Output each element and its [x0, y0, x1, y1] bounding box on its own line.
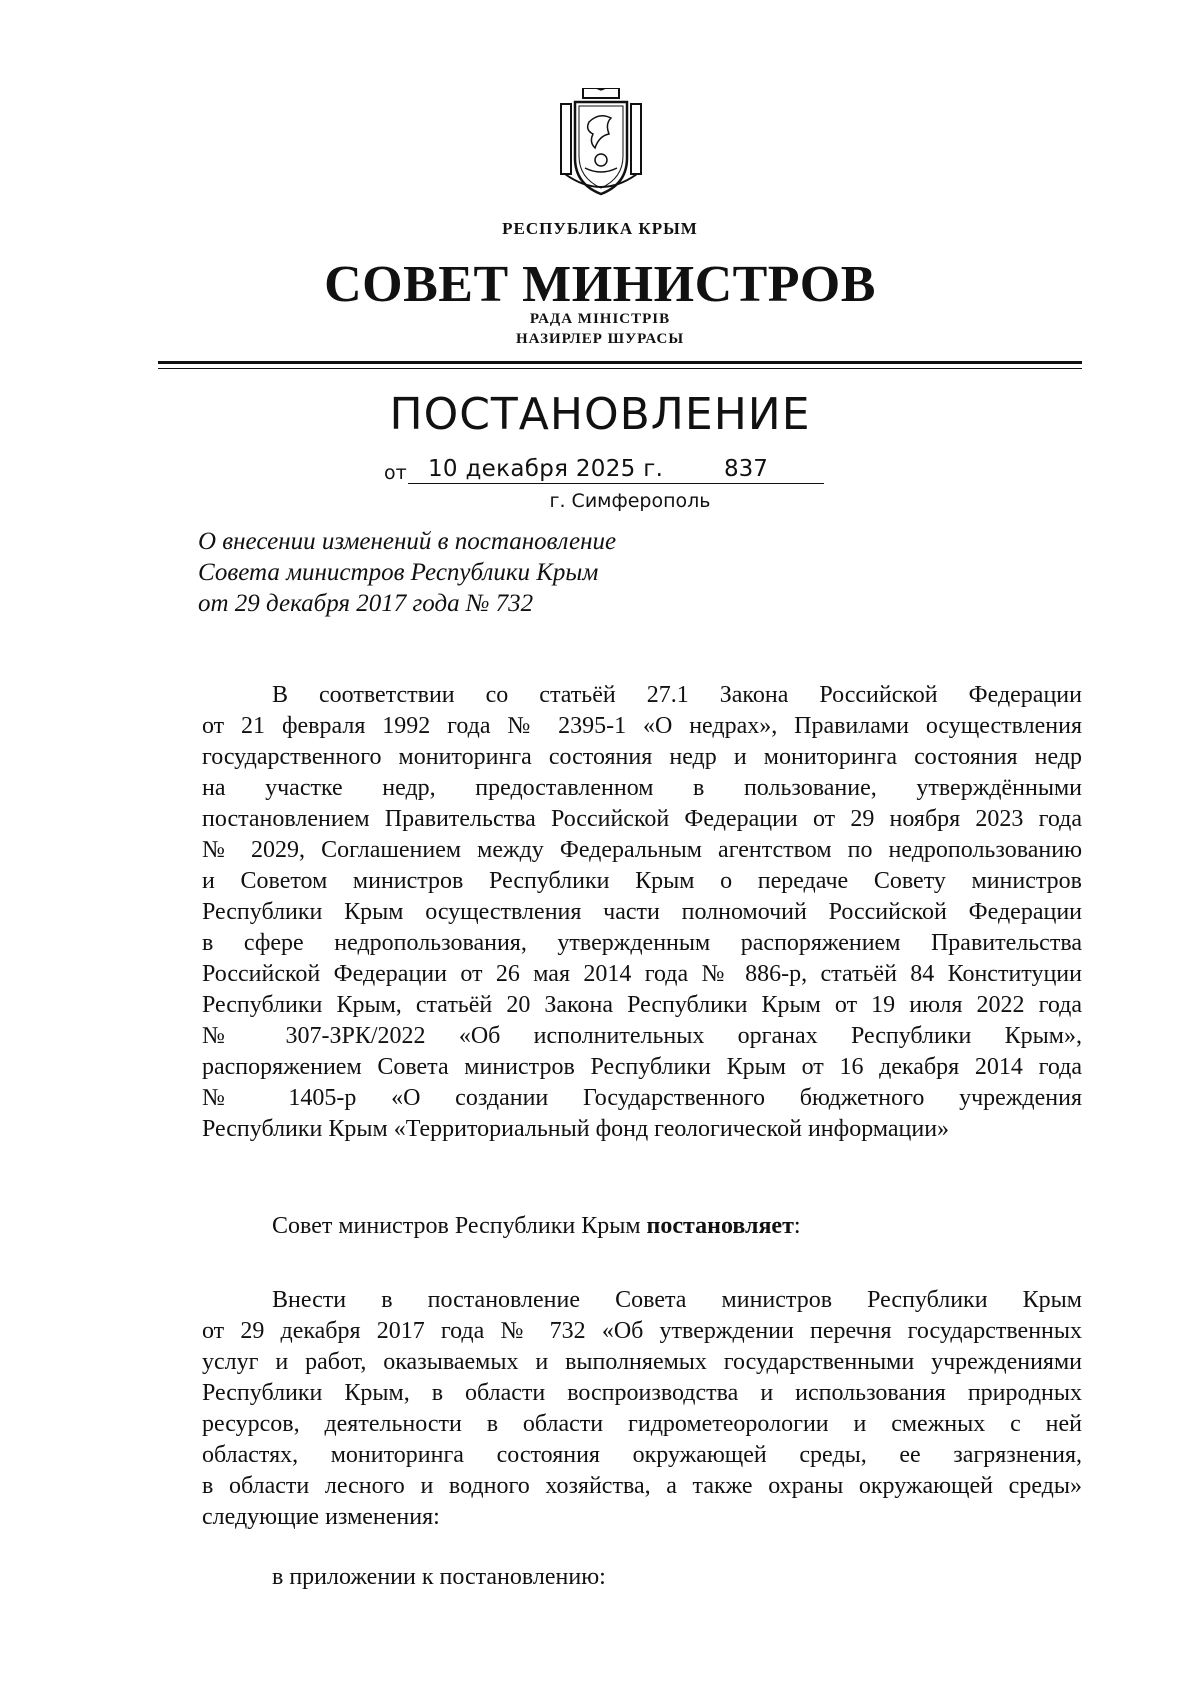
republic-name: РЕСПУБЛИКА КРЫМ: [502, 219, 698, 238]
text-line: Российской Федерации от 26 мая 2014 года № 886-р, статьёй 84 Конституции: [202, 961, 1082, 987]
subject-line: от 29 декабря 2017 года № 732: [198, 590, 534, 617]
text-line: областях, мониторинга состояния окружающей среды, ее загрязнения,: [202, 1442, 1082, 1468]
text-line: № 2029, Соглашением между Федеральным агентством по недропользованию: [202, 837, 1082, 863]
council-title: СОВЕТ МИНИСТРОВ: [324, 256, 876, 313]
text-line: в области лесного и водного хозяйства, а также охраны окружающей среды»: [202, 1473, 1082, 1499]
city: г. Симферополь: [549, 490, 711, 512]
text-line: № 1405-р «О создании Государственного бюджетного учреждения: [202, 1085, 1082, 1111]
text-line: постановлением Правительства Российской Федерации от 29 ноября 2023 года: [202, 806, 1082, 832]
document-number: 837: [724, 456, 768, 482]
text-line: на участке недр, предоставленном в пользование, утверждёнными: [202, 775, 1082, 801]
text-line: Внести в постановление Совета министров Республики Крым: [272, 1287, 1082, 1313]
resolution-line: [202, 1211, 1082, 1242]
text-line: распоряжением Совета министров Республики Крым от 16 декабря 2014 года: [202, 1054, 1082, 1080]
council-title-ukrainian: РАДА МІНІСТРІВ: [529, 311, 671, 327]
header-divider-thin: [158, 368, 1082, 369]
text-line: Республики Крым, статьёй 20 Закона Республики Крым от 19 июля 2022 года: [202, 992, 1082, 1018]
resolution-verb: постановляет: [646, 1213, 794, 1239]
text-line: от 21 февраля 1992 года № 2395-1 «О недрах», Правилами осуществления: [202, 713, 1082, 739]
resolution-statement: [202, 1211, 1082, 1242]
amendment-paragraph: [202, 1285, 1082, 1533]
text-line: Республики Крым осуществления части полномочий Российской Федерации: [202, 899, 1082, 925]
text-line: следующие изменения:: [202, 1504, 440, 1530]
text-line: от 29 декабря 2017 года № 732 «Об утверждении перечня государственных: [202, 1318, 1082, 1344]
document-type: ПОСТАНОВЛЕНИЕ: [389, 389, 811, 440]
document-date: 10 декабря 2025 г.: [428, 456, 664, 482]
text-line: № 307-ЗРК/2022 «Об исполнительных органах Республики Крым»,: [202, 1023, 1082, 1049]
resolution-colon: :: [793, 1213, 801, 1239]
resolution-text: Совет министров Республики Крым: [272, 1213, 647, 1239]
text-line: в приложении к постановлению:: [272, 1564, 606, 1590]
header-divider-thick: [158, 361, 1082, 364]
text-line: В соответствии со статьёй 27.1 Закона Российской Федерации: [272, 682, 1082, 708]
date-number-line: [384, 456, 824, 488]
subject-line: Совета министров Республики Крым: [198, 559, 599, 586]
date-prefix: от: [384, 462, 407, 484]
council-title-crimean-tatar: НАЗИРЛЕР ШУРАСЫ: [515, 331, 685, 347]
preamble-paragraph: [202, 680, 1082, 1145]
crimea-coat-of-arms-emblem: [559, 88, 643, 196]
text-line: Республики Крым, в области воспроизводства и использования природных: [202, 1380, 1082, 1406]
text-line: ресурсов, деятельности в области гидрометеорологии и смежных с ней: [202, 1411, 1082, 1437]
text-line: Республики Крым «Территориальный фонд геологической информации»: [202, 1116, 950, 1142]
text-line: и Советом министров Республики Крым о передаче Совету министров: [202, 868, 1082, 894]
subject-line: О внесении изменений в постановление: [198, 528, 617, 555]
text-line: услуг и работ, оказываемых и выполняемых государственными учреждениями: [202, 1349, 1082, 1375]
text-line: в сфере недропользования, утвержденным распоряжением Правительства: [202, 930, 1082, 956]
appendix-intro: [202, 1562, 1082, 1593]
text-line: государственного мониторинга состояния недр и мониторинга состояния недр: [202, 744, 1082, 770]
document-subject: [198, 526, 818, 619]
date-underline: [408, 483, 824, 484]
